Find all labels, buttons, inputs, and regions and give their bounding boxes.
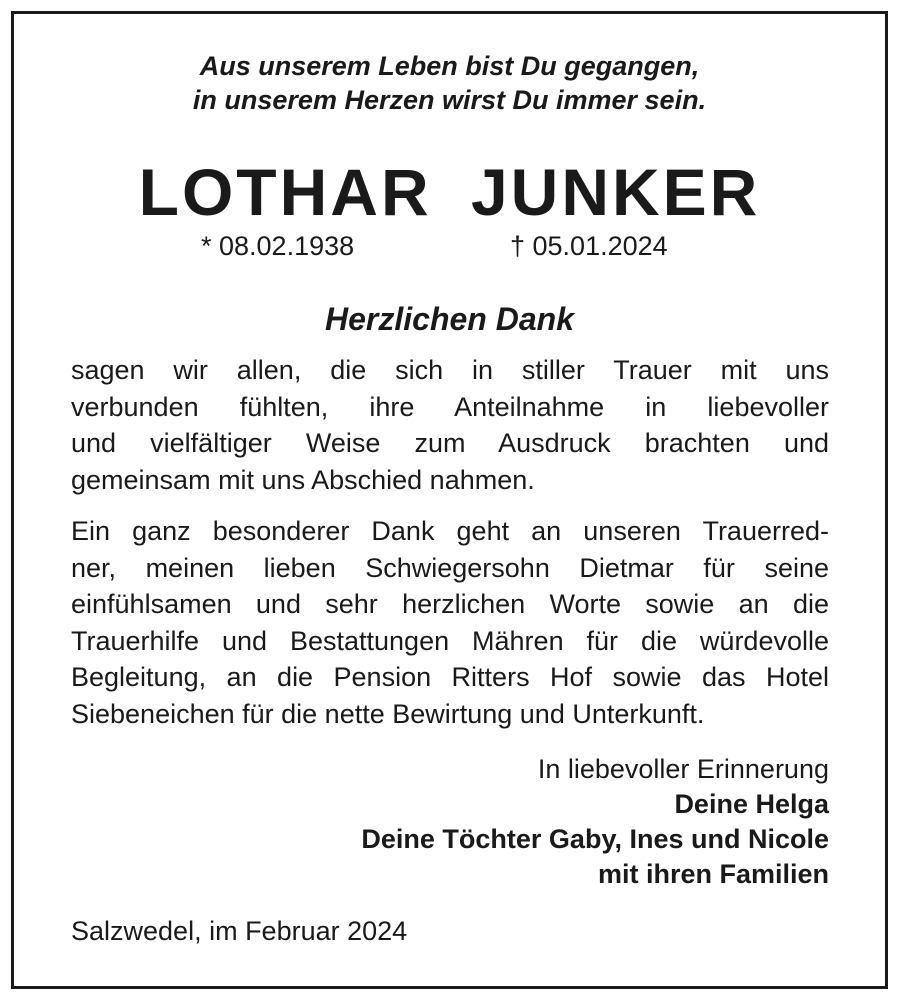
paragraph-line: Ein ganz besonderer Dank geht an unseren Trauerred-: [71, 516, 829, 546]
paragraph-line: sagen wir allen, die sich in stiller Trauer mit uns: [71, 355, 829, 385]
deceased-name: LOTHAR JUNKER: [138, 155, 761, 229]
birth-date: * 08.02.1938: [201, 231, 355, 261]
death-date: † 05.01.2024: [510, 231, 668, 261]
thanks-paragraph-2: [71, 513, 829, 733]
motto-line-2: in unserem Herzen wirst Du immer sein.: [192, 85, 707, 115]
signature-line-3: mit ihren Familien: [597, 859, 829, 889]
thanks-paragraph-1: [71, 352, 829, 498]
signature-line-1: Deine Helga: [674, 789, 829, 819]
thanks-heading: Herzlichen Dank: [325, 301, 574, 337]
paragraph-line: einfühlsamen und sehr herzlichen Worte sowie an die: [71, 589, 829, 620]
paragraph-line: gemeinsam mit uns Abschied nahmen.: [71, 464, 535, 495]
paragraph-line: Trauerhilfe und Bestattungen Mähren für die würdevolle: [71, 625, 829, 656]
signature-line-2: Deine Töchter Gaby, Ines und Nicole: [361, 824, 829, 854]
paragraph-line: Siebeneichen für die nette Bewirtung und Unterkunft.: [71, 698, 705, 729]
paragraph-line: ner, meinen lieben Schwiegersohn Dietmar für seine: [71, 552, 829, 583]
paragraph-line: Begleitung, an die Pension Ritters Hof sowie das Hotel: [71, 662, 829, 693]
motto-line-1: Aus unserem Leben bist Du gegangen,: [199, 51, 700, 81]
paragraph-line: und vielfältiger Weise zum Ausdruck brachten und: [71, 428, 829, 459]
signature-intro: In liebevoller Erinnerung: [537, 754, 829, 784]
place-and-date: Salzwedel, im Februar 2024: [71, 916, 408, 946]
paragraph-line: verbunden fühlten, ihre Anteilnahme in liebevoller: [71, 391, 829, 422]
